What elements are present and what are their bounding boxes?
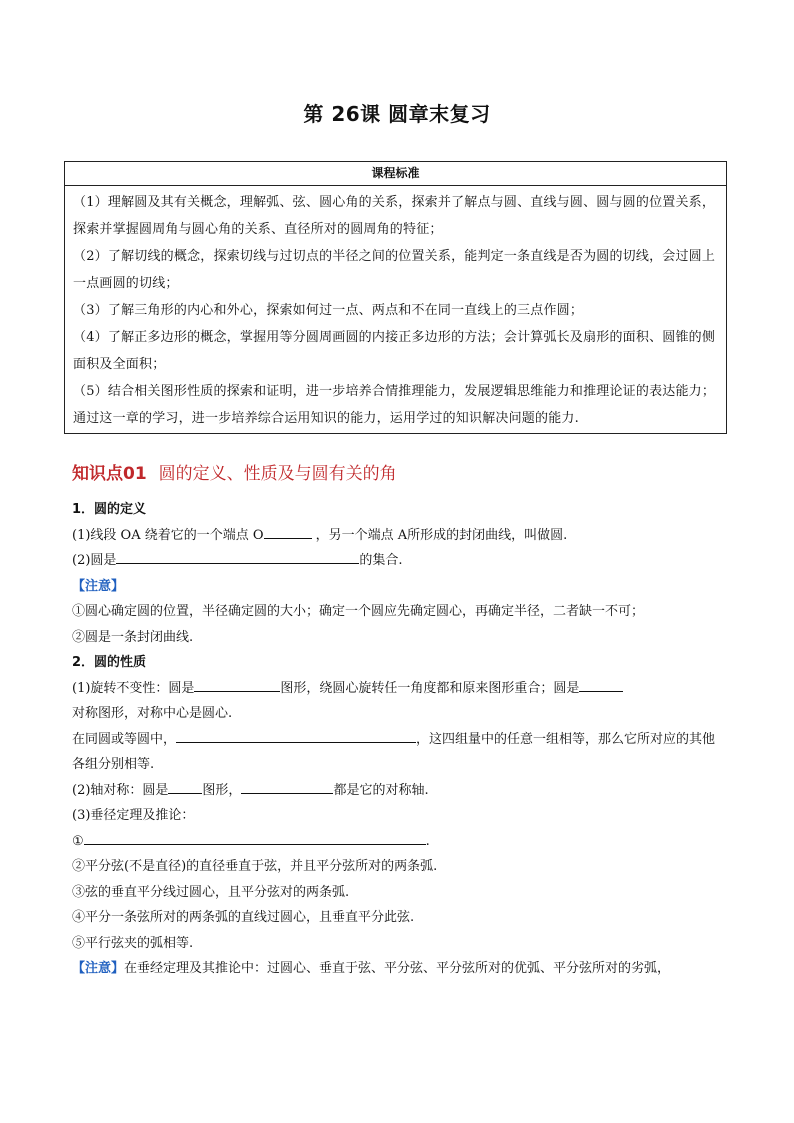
answer-blank[interactable] (241, 779, 333, 794)
standard-item: （5）结合相关图形性质的探索和证明，进一步培养合情推理能力，发展逻辑思维能力和推理论证的表达能力；通过这一章的学习，进一步培养综合运用知识的能力，运用学过的知识解决问题的能力. (73, 384, 716, 426)
answer-blank[interactable] (84, 830, 426, 845)
answer-blank[interactable] (168, 779, 202, 794)
answer-blank[interactable] (264, 524, 312, 539)
perpendicular-heading: (3)垂径定理及推论： (72, 808, 195, 823)
note-item: ①圆心确定圆的位置，半径确定圆的大小；确定一个圆应先确定圆心，再确定半径，二者缺一不可； (72, 604, 645, 619)
knowledge-point-number: 知识点01 (72, 464, 147, 484)
perpendicular-item-1: ① . (72, 829, 727, 855)
definition-line-1: (1)线段 OA 绕着它的一个端点 O ，另一个端点 A所形成的封闭曲线，叫做圆. (72, 523, 727, 549)
main-content (72, 497, 727, 982)
section-heading: 2．圆的性质 (72, 655, 147, 670)
course-standards-body (65, 186, 726, 432)
final-note: 【注意】在垂经定理及其推论中：过圆心、垂直于弦、平分弦、平分弦所对的优弧、平分弦所对的劣弧， (72, 961, 671, 976)
standard-item: （1）理解圆及其有关概念，理解弧、弦、圆心角的关系，探索并了解点与圆、直线与圆、圆与圆的位置关系，探索并掌握圆周角与圆心角的关系、直径所对的圆周角的特征； (73, 195, 716, 237)
perpendicular-item: ③弦的垂直平分线过圆心，且平分弦对的两条弧. (72, 884, 350, 900)
rotation-line: (1)旋转不变性：圆是 图形，绕圆心旋转任一角度都和原来图形重合；圆是 (72, 676, 727, 702)
answer-blank[interactable] (579, 677, 623, 692)
course-standards-header: 课程标准 (65, 162, 726, 186)
standard-item: （2）了解切线的概念，探索切线与过切点的半径之间的位置关系，能判定一条直线是否为圆的切线，会过圆上一点画圆的切线； (73, 249, 716, 291)
standard-item: （4）了解正多边形的概念，掌握用等分圆周画圆的内接正多边形的方法；会计算弧长及扇形的面积、圆锥的侧面积及全面积； (73, 330, 716, 372)
axis-symmetry-line: (2)轴对称：圆是 图形， 都是它的对称轴. (72, 778, 727, 804)
page-title: 第 26课 圆章末复习 (303, 102, 491, 126)
answer-blank[interactable] (116, 549, 359, 564)
rotation-line-cont: 对称图形，对称中心是圆心. (72, 706, 233, 721)
note-item: ②圆是一条封闭曲线. (72, 629, 194, 645)
definition-line-2: (2)圆是 的集合. (72, 548, 727, 574)
standard-item: （3）了解三角形的内心和外心，探索如何过一点、两点和不在同一直线上的三点作圆； (73, 303, 584, 318)
answer-blank[interactable] (176, 728, 416, 743)
course-standards-box (64, 161, 727, 434)
note-label: 【注意】 (72, 578, 125, 594)
perpendicular-item: ②平分弦(不是直径)的直径垂直于弦，并且平分弦所对的两条弧. (72, 859, 438, 874)
section-heading: 1．圆的定义 (72, 502, 147, 517)
same-circle-line: 在同圆或等圆中， ，这四组量中的任意一组相等，那么它所对应的其他各组分别相等. (72, 727, 727, 778)
perpendicular-item: ④平分一条弦所对的两条弧的直线过圆心，且垂直平分此弦. (72, 910, 415, 925)
answer-blank[interactable] (194, 677, 280, 692)
perpendicular-item: ⑤平行弦夹的弧相等. (72, 935, 194, 951)
knowledge-point-name: 圆的定义、性质及与圆有关的角 (158, 464, 397, 484)
knowledge-point-heading (72, 459, 397, 484)
